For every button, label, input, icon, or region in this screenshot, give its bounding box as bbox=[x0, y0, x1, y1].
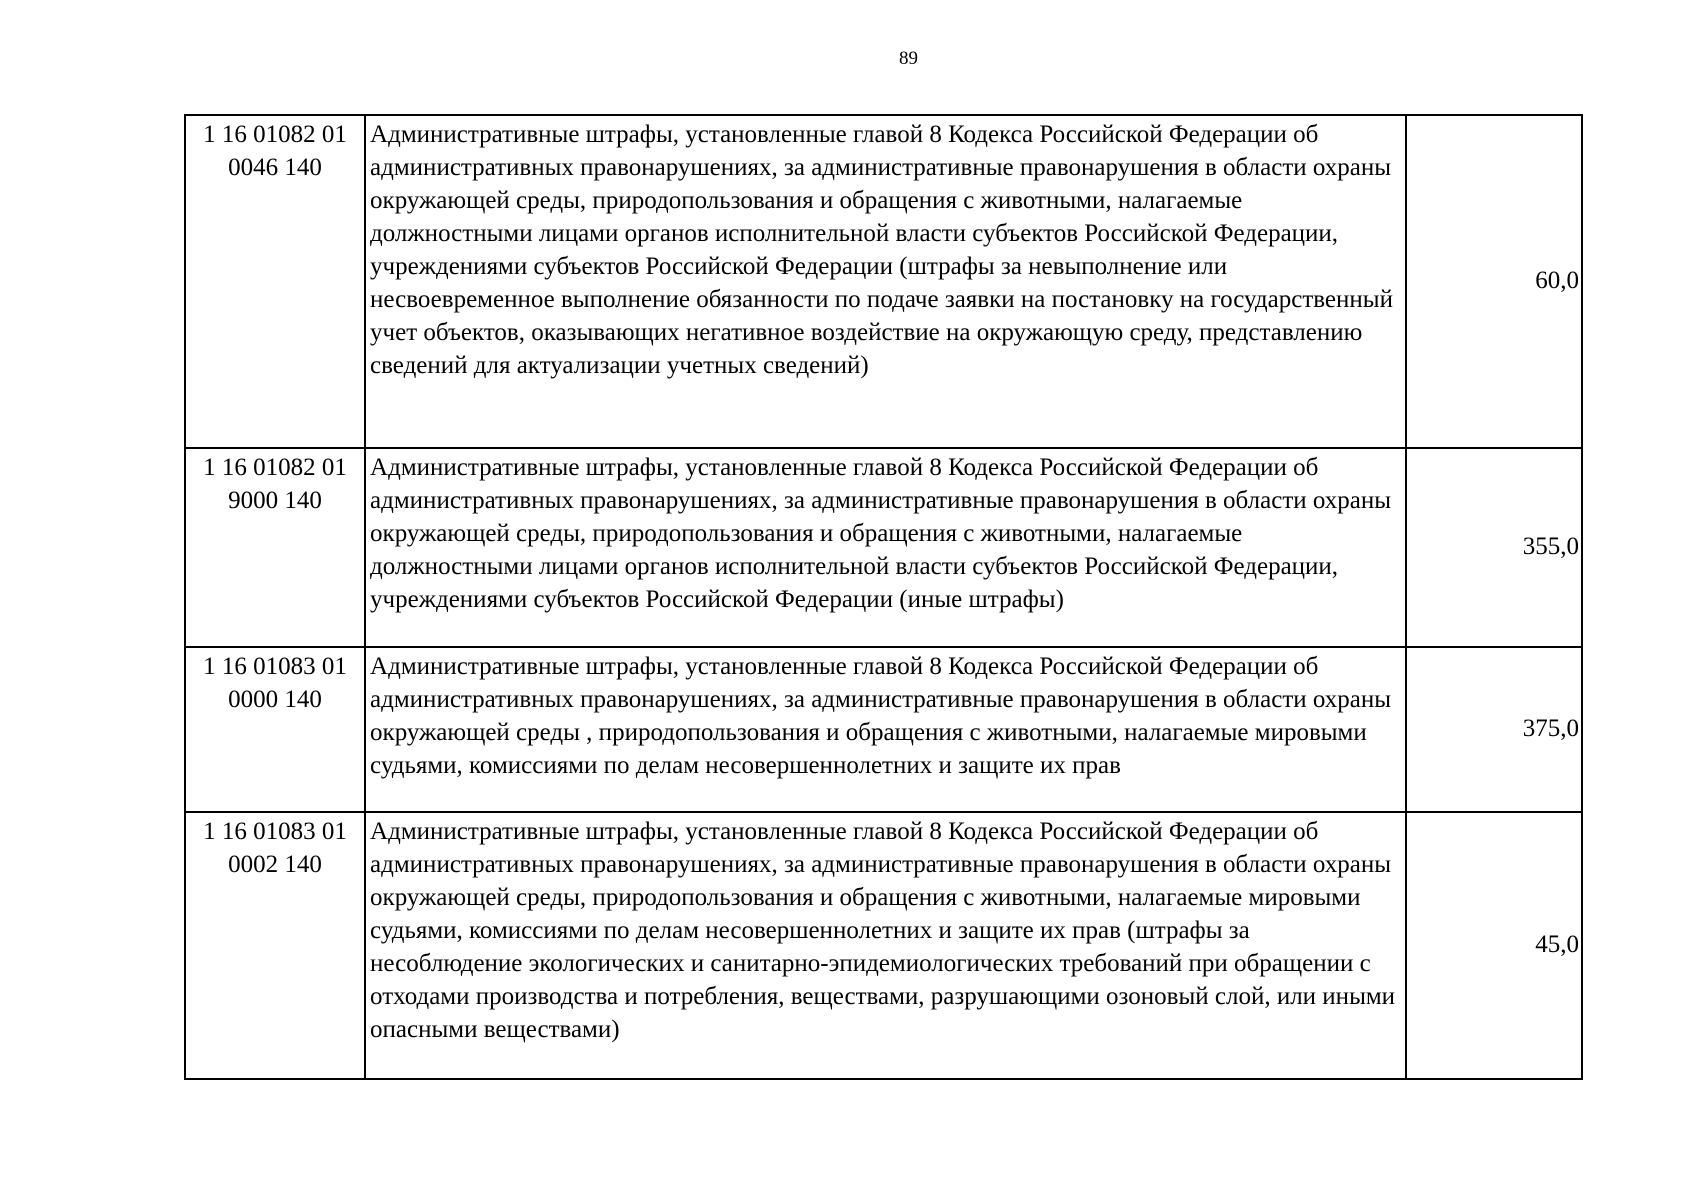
amount-cell: 375,0 bbox=[1406, 647, 1582, 812]
description-cell: Административные штрафы, установленные главой 8 Кодекса Российской Федерации об административных правонарушениях, за административные правонарушения в области охраны окружающей среды, природопользования и обращения с животными, налагаемые мировыми судьями, комиссиями по делам несовершеннолетних и защите их прав (штрафы за несоблюдение экологических и санитарно-эпидемиологических требований при обращении с отходами производства и потребления, веществами, разрушающими озоновый слой, или иными опасными веществами) bbox=[365, 812, 1406, 1079]
table-row bbox=[185, 647, 1582, 812]
table-row bbox=[185, 115, 1582, 448]
budget-code-cell: 1 16 01083 01 0002 140 bbox=[185, 812, 365, 1079]
description-cell: Административные штрафы, установленные главой 8 Кодекса Российской Федерации об административных правонарушениях, за административные правонарушения в области охраны окружающей среды, природопользования и обращения с животными, налагаемые должностными лицами органов исполнительной власти субъектов Российской Федерации, учреждениями субъектов Российской Федерации (иные штрафы) bbox=[365, 448, 1406, 647]
description-cell: Административные штрафы, установленные главой 8 Кодекса Российской Федерации об административных правонарушениях, за административные правонарушения в области охраны окружающей среды , природопользования и обращения с животными, налагаемые мировыми судьями, комиссиями по делам несовершеннолетних и защите их прав bbox=[365, 647, 1406, 812]
description-cell: Административные штрафы, установленные главой 8 Кодекса Российской Федерации об административных правонарушениях, за административные правонарушения в области охраны окружающей среды, природопользования и обращения с животными, налагаемые должностными лицами органов исполнительной власти субъектов Российской Федерации, учреждениями субъектов Российской Федерации (штрафы за невыполнение или несвоевременное выполнение обязанности по подаче заявки на постановку на государственный учет объектов, оказывающих негативное воздействие на окружающую среду, представлению сведений для актуализации учетных сведений) bbox=[365, 115, 1406, 448]
budget-code-cell: 1 16 01082 01 0046 140 bbox=[185, 115, 365, 448]
budget-code-cell: 1 16 01083 01 0000 140 bbox=[185, 647, 365, 812]
table-row bbox=[185, 812, 1582, 1079]
budget-code-cell: 1 16 01082 01 9000 140 bbox=[185, 448, 365, 647]
amount-cell: 60,0 bbox=[1406, 115, 1582, 448]
budget-revenue-table bbox=[184, 114, 1583, 1080]
amount-cell: 355,0 bbox=[1406, 448, 1582, 647]
table-row bbox=[185, 448, 1582, 647]
amount-cell: 45,0 bbox=[1406, 812, 1582, 1079]
page-number: 89 bbox=[899, 48, 918, 69]
